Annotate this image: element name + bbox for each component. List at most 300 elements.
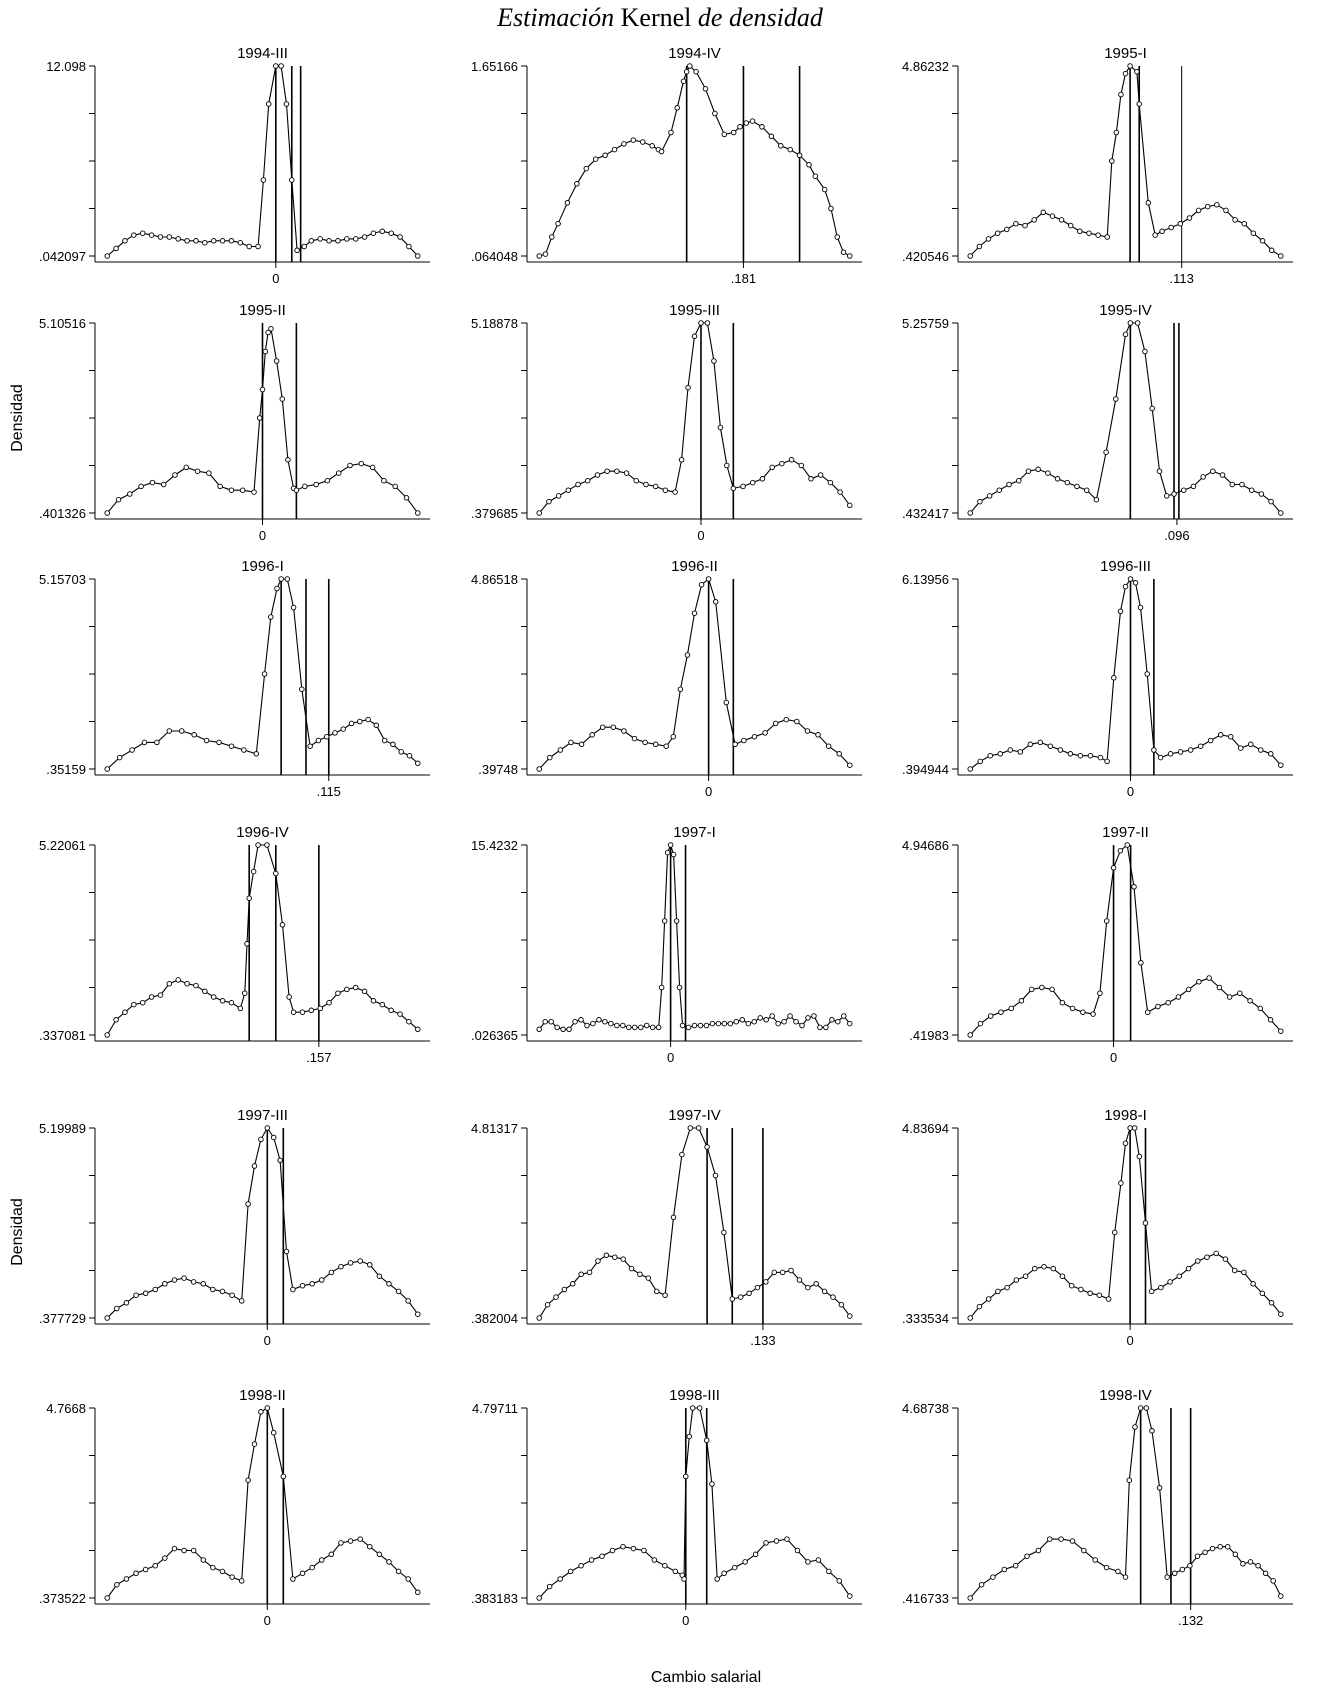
density-point bbox=[377, 1274, 382, 1279]
density-point bbox=[609, 1021, 614, 1026]
density-point bbox=[778, 144, 783, 149]
density-point bbox=[1248, 1560, 1253, 1565]
density-point bbox=[1227, 995, 1232, 1000]
density-point bbox=[268, 615, 273, 620]
density-point bbox=[370, 465, 375, 470]
y-tick-label-min: .39748 bbox=[478, 762, 518, 777]
density-point bbox=[124, 1301, 129, 1306]
density-point bbox=[806, 1560, 811, 1565]
panel-title: 1995-I bbox=[1104, 45, 1147, 62]
density-point bbox=[549, 235, 554, 240]
density-point bbox=[229, 488, 234, 493]
density-point bbox=[265, 1126, 270, 1131]
density-point bbox=[1207, 976, 1212, 981]
density-point bbox=[566, 488, 571, 493]
panel-1994-III bbox=[39, 45, 430, 286]
density-point bbox=[1070, 1006, 1075, 1011]
density-point bbox=[1143, 1221, 1148, 1226]
density-point bbox=[653, 742, 658, 747]
density-point bbox=[374, 723, 379, 728]
density-point bbox=[1040, 985, 1045, 990]
density-point bbox=[822, 1289, 827, 1294]
density-point bbox=[692, 334, 697, 339]
density-point bbox=[167, 729, 172, 734]
density-point bbox=[797, 1278, 802, 1283]
density-point bbox=[612, 1255, 617, 1260]
density-point bbox=[1187, 216, 1192, 221]
density-point bbox=[179, 729, 184, 734]
density-point bbox=[105, 1596, 110, 1601]
density-point bbox=[741, 484, 746, 489]
y-tick-label-min: .41983 bbox=[909, 1028, 949, 1043]
density-point bbox=[680, 1023, 685, 1028]
density-point bbox=[327, 1000, 332, 1005]
density-point bbox=[261, 178, 266, 183]
density-point bbox=[1119, 92, 1124, 97]
density-point bbox=[561, 1027, 566, 1032]
y-tick-label-min: .401326 bbox=[39, 506, 86, 521]
density-point bbox=[1176, 995, 1181, 1000]
x-tick-label: .113 bbox=[1169, 271, 1194, 286]
density-point bbox=[309, 239, 314, 244]
panel-title: 1997-II bbox=[1102, 824, 1149, 841]
density-point bbox=[163, 1556, 168, 1561]
panel-title: 1997-III bbox=[237, 1107, 288, 1124]
density-point bbox=[659, 149, 664, 154]
density-point bbox=[274, 359, 279, 364]
density-point bbox=[622, 142, 627, 147]
y-tick-label-min: .333534 bbox=[902, 1311, 949, 1326]
density-point bbox=[266, 102, 271, 107]
density-point bbox=[555, 1025, 560, 1030]
density-point bbox=[1128, 64, 1133, 69]
density-point bbox=[1242, 221, 1247, 226]
density-point bbox=[1139, 961, 1144, 966]
y-tick-label-max: 4.81317 bbox=[471, 1121, 518, 1136]
density-point bbox=[295, 248, 300, 253]
density-point bbox=[750, 119, 755, 124]
density-curve bbox=[539, 579, 850, 769]
density-curve bbox=[539, 845, 850, 1029]
density-point bbox=[643, 740, 648, 745]
density-point bbox=[1028, 742, 1033, 747]
density-point bbox=[699, 582, 704, 587]
density-point bbox=[1157, 1486, 1162, 1491]
density-point bbox=[621, 1544, 626, 1549]
density-point bbox=[1153, 233, 1158, 238]
density-point bbox=[642, 1548, 647, 1553]
density-point bbox=[377, 1552, 382, 1557]
density-point bbox=[1169, 225, 1174, 230]
density-point bbox=[1186, 987, 1191, 992]
density-point bbox=[167, 235, 172, 240]
density-point bbox=[140, 1000, 145, 1005]
density-point bbox=[986, 1297, 991, 1302]
density-point bbox=[713, 111, 718, 116]
density-point bbox=[764, 1541, 769, 1546]
density-point bbox=[1197, 980, 1202, 985]
panel-title: 1996-III bbox=[1100, 558, 1151, 575]
panel-1996-IV bbox=[39, 824, 430, 1065]
density-point bbox=[615, 469, 620, 474]
density-point bbox=[217, 740, 222, 745]
density-point bbox=[246, 1202, 251, 1207]
density-point bbox=[1268, 752, 1273, 757]
x-tick-label: .132 bbox=[1177, 1613, 1204, 1628]
density-point bbox=[239, 1299, 244, 1304]
density-point bbox=[1111, 866, 1116, 871]
density-point bbox=[1152, 748, 1157, 753]
density-point bbox=[789, 1268, 794, 1273]
density-point bbox=[678, 687, 683, 692]
density-point bbox=[816, 733, 821, 738]
density-point bbox=[314, 482, 319, 487]
x-tick-label: .157 bbox=[306, 1050, 332, 1065]
density-point bbox=[697, 1406, 702, 1411]
density-point bbox=[809, 477, 814, 482]
density-point bbox=[105, 511, 110, 516]
density-point bbox=[831, 1295, 836, 1300]
density-point bbox=[251, 869, 256, 874]
density-point bbox=[686, 385, 691, 390]
x-tick-label: 0 bbox=[1126, 1333, 1134, 1348]
density-point bbox=[575, 182, 580, 187]
density-point bbox=[220, 1289, 225, 1294]
density-point bbox=[1042, 1264, 1047, 1269]
density-point bbox=[1060, 1274, 1065, 1279]
density-point bbox=[1210, 1546, 1215, 1551]
density-point bbox=[1233, 218, 1238, 223]
density-point bbox=[300, 1571, 305, 1576]
density-point bbox=[838, 490, 843, 495]
density-point bbox=[685, 653, 690, 658]
density-point bbox=[359, 461, 364, 466]
panel-1995-II bbox=[39, 302, 430, 543]
density-curve bbox=[107, 845, 418, 1035]
density-point bbox=[362, 989, 367, 994]
density-point bbox=[1242, 1270, 1247, 1275]
panel-title: 1997-I bbox=[673, 824, 716, 841]
density-point bbox=[646, 1276, 651, 1281]
density-point bbox=[1118, 848, 1123, 853]
density-point bbox=[105, 767, 110, 772]
density-point bbox=[1168, 1280, 1173, 1285]
density-point bbox=[770, 465, 775, 470]
density-point bbox=[329, 1270, 334, 1275]
y-tick-label-min: .337081 bbox=[39, 1028, 86, 1043]
density-point bbox=[547, 1584, 552, 1589]
density-point bbox=[743, 1560, 748, 1565]
density-point bbox=[629, 1266, 634, 1271]
density-point bbox=[1133, 581, 1138, 586]
density-point bbox=[570, 1282, 575, 1287]
density-point bbox=[780, 1270, 785, 1275]
density-curve bbox=[970, 579, 1281, 769]
x-tick-label: .115 bbox=[316, 784, 341, 799]
density-point bbox=[257, 416, 262, 421]
density-point bbox=[1088, 1291, 1093, 1296]
density-point bbox=[161, 482, 166, 487]
density-point bbox=[585, 1023, 590, 1028]
density-point bbox=[780, 461, 785, 466]
density-point bbox=[415, 761, 420, 766]
density-point bbox=[1123, 1141, 1128, 1146]
density-point bbox=[1123, 1575, 1128, 1580]
density-point bbox=[662, 919, 667, 924]
density-point bbox=[579, 1563, 584, 1568]
density-point bbox=[568, 1569, 573, 1574]
density-point bbox=[182, 1548, 187, 1553]
density-point bbox=[644, 1023, 649, 1028]
density-point bbox=[567, 1027, 572, 1032]
density-point bbox=[1220, 473, 1225, 478]
density-point bbox=[203, 989, 208, 994]
density-point bbox=[287, 995, 292, 1000]
density-point bbox=[239, 1579, 244, 1584]
density-point bbox=[1205, 204, 1210, 209]
density-point bbox=[1025, 1554, 1030, 1559]
density-point bbox=[1113, 397, 1118, 402]
x-tick-label: .181 bbox=[730, 271, 757, 286]
density-point bbox=[1008, 748, 1013, 753]
density-point bbox=[1036, 1548, 1041, 1553]
density-point bbox=[999, 1010, 1004, 1015]
density-point bbox=[105, 1316, 110, 1321]
density-point bbox=[1093, 1558, 1098, 1563]
density-point bbox=[1106, 1297, 1111, 1302]
density-point bbox=[611, 725, 616, 730]
density-point bbox=[1079, 1287, 1084, 1292]
density-point bbox=[671, 1215, 676, 1220]
density-point bbox=[280, 397, 285, 402]
density-point bbox=[1241, 1562, 1246, 1567]
density-point bbox=[1112, 1230, 1117, 1235]
y-tick-label-min: .026365 bbox=[471, 1028, 518, 1043]
density-point bbox=[688, 1126, 693, 1131]
density-point bbox=[220, 999, 225, 1004]
density-point bbox=[308, 744, 313, 749]
x-tick-label: 0 bbox=[263, 1333, 271, 1348]
density-point bbox=[115, 1582, 120, 1587]
density-point bbox=[755, 1285, 760, 1290]
density-point bbox=[336, 471, 341, 476]
density-point bbox=[1058, 748, 1063, 753]
density-point bbox=[1081, 1010, 1086, 1015]
density-point bbox=[968, 511, 973, 516]
density-point bbox=[291, 1010, 296, 1015]
panel-1995-IV bbox=[902, 302, 1293, 543]
density-point bbox=[816, 1558, 821, 1563]
density-point bbox=[652, 1558, 657, 1563]
density-point bbox=[1278, 1312, 1283, 1317]
density-point bbox=[827, 1569, 832, 1574]
density-point bbox=[238, 240, 243, 245]
density-point bbox=[230, 1293, 235, 1298]
density-point bbox=[1007, 482, 1012, 487]
density-point bbox=[705, 321, 710, 326]
density-point bbox=[632, 736, 637, 741]
density-point bbox=[687, 64, 692, 69]
density-point bbox=[220, 1569, 225, 1574]
density-point bbox=[1181, 488, 1186, 493]
density-point bbox=[318, 1006, 323, 1011]
density-point bbox=[663, 1563, 668, 1568]
panel-title: 1994-IV bbox=[668, 45, 721, 62]
density-point bbox=[610, 1548, 615, 1553]
density-point bbox=[1094, 497, 1099, 502]
density-point bbox=[1041, 210, 1046, 215]
density-point bbox=[348, 463, 353, 468]
density-point bbox=[132, 233, 137, 238]
density-point bbox=[262, 672, 267, 677]
figure-title-italic-1: Estimación bbox=[497, 3, 615, 32]
density-point bbox=[353, 985, 358, 990]
density-point bbox=[407, 244, 412, 249]
density-point bbox=[204, 738, 209, 743]
density-point bbox=[1269, 1301, 1274, 1306]
density-point bbox=[1186, 1266, 1191, 1271]
panel-1994-IV bbox=[471, 45, 862, 286]
density-point bbox=[847, 1594, 852, 1599]
density-point bbox=[415, 1312, 420, 1317]
density-point bbox=[230, 1575, 235, 1580]
density-point bbox=[1160, 229, 1165, 234]
density-point bbox=[753, 1552, 758, 1557]
figure-title-roman: Kernel bbox=[614, 3, 698, 32]
density-point bbox=[349, 721, 354, 726]
density-point bbox=[682, 1577, 687, 1582]
density-point bbox=[722, 132, 727, 137]
density-point bbox=[1149, 1289, 1154, 1294]
density-point bbox=[274, 871, 279, 876]
density-point bbox=[724, 700, 729, 705]
density-point bbox=[788, 147, 793, 152]
density-point bbox=[987, 494, 992, 499]
density-point bbox=[259, 1137, 264, 1142]
density-point bbox=[172, 1278, 177, 1283]
panel-1996-III bbox=[902, 558, 1293, 799]
panel-title: 1996-I bbox=[241, 558, 284, 575]
density-point bbox=[1256, 1563, 1261, 1568]
density-point bbox=[836, 1019, 841, 1024]
density-point bbox=[242, 748, 247, 753]
density-point bbox=[176, 237, 181, 242]
density-point bbox=[690, 1406, 695, 1411]
panel-title: 1998-II bbox=[239, 1387, 286, 1404]
x-tick-label: 0 bbox=[1126, 784, 1135, 799]
density-point bbox=[547, 755, 552, 760]
density-point bbox=[1125, 843, 1130, 848]
panel-1995-I bbox=[902, 45, 1293, 286]
density-curve bbox=[539, 66, 850, 256]
density-point bbox=[142, 740, 147, 745]
density-point bbox=[977, 244, 982, 249]
density-point bbox=[1271, 1579, 1276, 1584]
density-point bbox=[1232, 1268, 1237, 1273]
density-point bbox=[362, 235, 367, 240]
density-point bbox=[1259, 492, 1264, 497]
density-point bbox=[192, 733, 197, 738]
panel-1996-I bbox=[39, 558, 430, 799]
density-point bbox=[367, 1544, 372, 1549]
density-point bbox=[1269, 499, 1274, 504]
density-point bbox=[309, 1008, 314, 1013]
x-tick-label: 0 bbox=[258, 528, 267, 543]
density-point bbox=[1205, 1255, 1210, 1260]
density-point bbox=[587, 1270, 592, 1275]
density-point bbox=[252, 1442, 257, 1447]
density-point bbox=[671, 734, 676, 739]
density-point bbox=[978, 1021, 983, 1026]
density-point bbox=[842, 1014, 847, 1019]
density-point bbox=[274, 64, 279, 69]
y-tick-label-max: 4.79711 bbox=[471, 1401, 518, 1416]
density-point bbox=[621, 1023, 626, 1028]
density-point bbox=[968, 254, 973, 259]
density-point bbox=[710, 1482, 715, 1487]
panel-1998-III bbox=[471, 1387, 862, 1628]
density-point bbox=[734, 1019, 739, 1024]
density-point bbox=[722, 1230, 727, 1235]
density-point bbox=[839, 1302, 844, 1307]
density-point bbox=[1097, 1293, 1102, 1298]
density-point bbox=[769, 134, 774, 139]
y-tick-label-max: 4.7668 bbox=[46, 1401, 86, 1416]
panel-title: 1996-II bbox=[671, 558, 718, 575]
density-point bbox=[1047, 1537, 1052, 1542]
density-point bbox=[1023, 223, 1028, 228]
density-point bbox=[1135, 321, 1140, 326]
y-tick-label-max: 5.18878 bbox=[471, 316, 518, 331]
density-point bbox=[220, 239, 225, 244]
density-point bbox=[1070, 1539, 1075, 1544]
density-point bbox=[1217, 985, 1222, 990]
density-point bbox=[1019, 999, 1024, 1004]
density-point bbox=[818, 1025, 823, 1030]
density-point bbox=[1059, 218, 1064, 223]
density-point bbox=[1026, 469, 1031, 474]
density-point bbox=[153, 1563, 158, 1568]
panel-title: 1998-IV bbox=[1099, 1387, 1152, 1404]
density-point bbox=[600, 1554, 605, 1559]
density-point bbox=[1278, 763, 1283, 768]
density-point bbox=[668, 843, 673, 848]
density-point bbox=[1068, 223, 1073, 228]
density-point bbox=[1105, 235, 1110, 240]
density-point bbox=[1178, 221, 1183, 226]
density-point bbox=[1059, 1537, 1064, 1542]
density-point bbox=[712, 359, 717, 364]
density-point bbox=[742, 738, 747, 743]
density-point bbox=[1248, 742, 1253, 747]
density-point bbox=[713, 1173, 718, 1178]
x-tick-label: 0 bbox=[272, 271, 280, 286]
density-point bbox=[760, 477, 765, 482]
density-point bbox=[634, 478, 639, 483]
density-point bbox=[380, 229, 385, 234]
density-point bbox=[1258, 1006, 1263, 1011]
density-point bbox=[1104, 450, 1109, 455]
density-point bbox=[1166, 1000, 1171, 1005]
density-point bbox=[604, 1253, 609, 1258]
density-point bbox=[415, 254, 420, 259]
y-tick-label-max: 5.25759 bbox=[902, 316, 949, 331]
density-point bbox=[327, 239, 332, 244]
density-point bbox=[1278, 1029, 1283, 1034]
density-point bbox=[1238, 991, 1243, 996]
density-point bbox=[968, 1033, 973, 1038]
density-point bbox=[382, 738, 387, 743]
